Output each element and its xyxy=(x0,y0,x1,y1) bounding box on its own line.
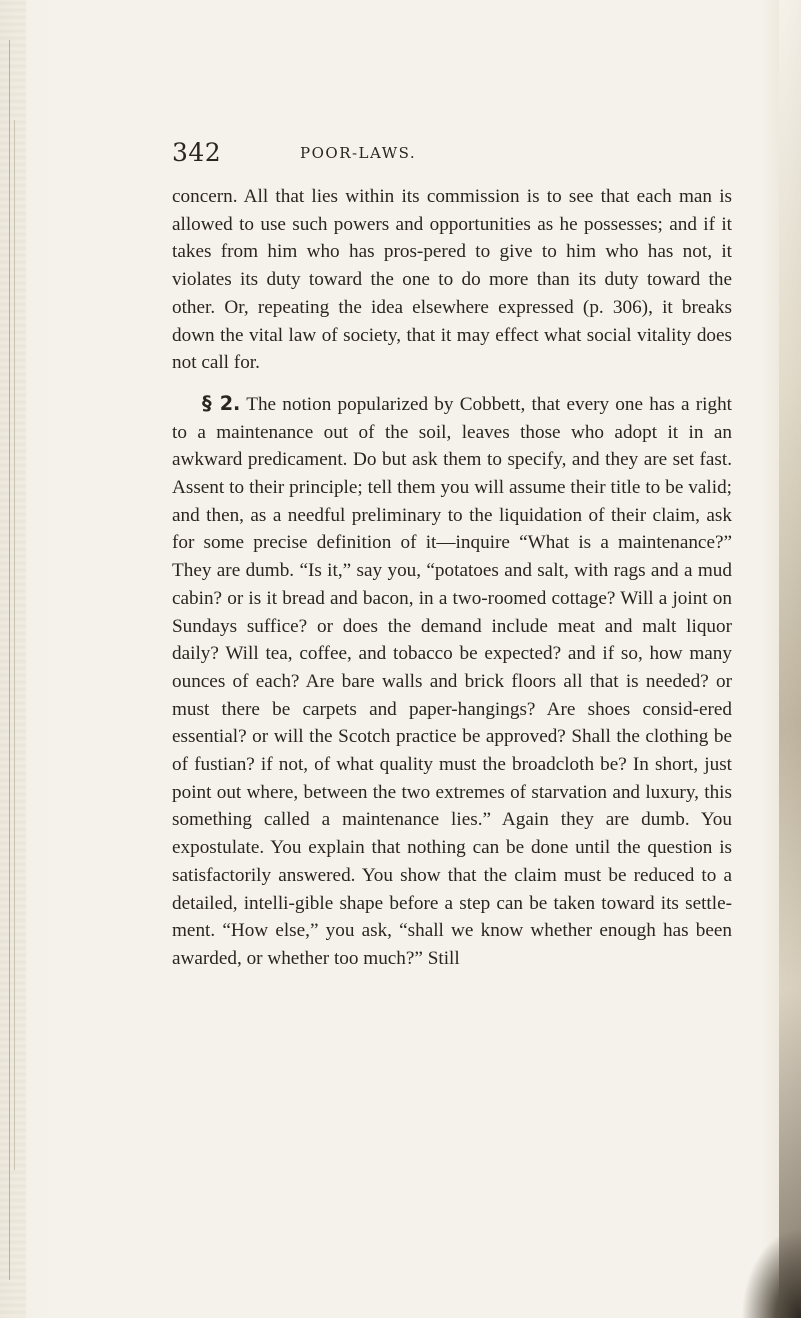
section-mark: § 2. xyxy=(202,391,241,415)
paragraph: concern. All that lies within its commission is to see that each man is allowed to use such powers and opportunities as he possesses; and if it takes from him who has pros-pered to give to him who has not, it violates its duty toward the one to do more than its duty toward the other. Or, repeating the idea elsewhere expressed (p. 306), it breaks down the vital law of society, that it may effect what social vitality does not call for. xyxy=(172,186,732,374)
page-header xyxy=(172,138,732,168)
corner-shadow xyxy=(741,1228,801,1318)
gutter-line xyxy=(9,40,10,1280)
page-number: 342 xyxy=(172,138,222,167)
body-text xyxy=(172,183,732,973)
paragraph-text: The notion popularized by Cobbett, that every one has a right to a maintenance out of the soil, leaves those who adopt it in an awkward predicament. Do but ask them to specify, and they are set fast. Assent to their principle; tell them you will assume their title to be valid; and then, as a needful preliminary to the liquidation of their claim, ask for some precise definition of it—inquire “What is a maintenance?” They are dumb. “Is it,” say you, “potatoes and salt, with rags and a mud cabin? or is it bread and bacon, in a two-roomed cottage? Will a joint on Sundays suffice? or does the demand include meat and malt liquor daily? Will tea, coffee, and tobacco be expected? and if so, how many ounces of each? Are bare walls and brick floors all that is needed? or must there be carpets and paper-hangings? Are shoes consid-ered essential? or will the Scotch practice be approved? Shall the clothing be of fustian? if not, of what quality must the broadcloth be? In short, just point out where, between the two extremes of starvation and luxury, this something called a maintenance lies.” Again they are dumb. You expostulate. You explain that nothing can be done until the question is satisfactorily answered. You show that the claim must be reduced to a detailed, intelli-gible shape before a step can be taken toward its settle-ment. “How else,” you ask, “shall we know whether enough has been awarded, or whether too much?” Still xyxy=(172,393,732,969)
page-edge-shadow xyxy=(779,0,801,1318)
page-gutter xyxy=(0,0,26,1318)
running-head: POOR-LAWS. xyxy=(300,144,417,162)
gutter-line xyxy=(14,120,15,1170)
paragraph xyxy=(172,390,732,973)
